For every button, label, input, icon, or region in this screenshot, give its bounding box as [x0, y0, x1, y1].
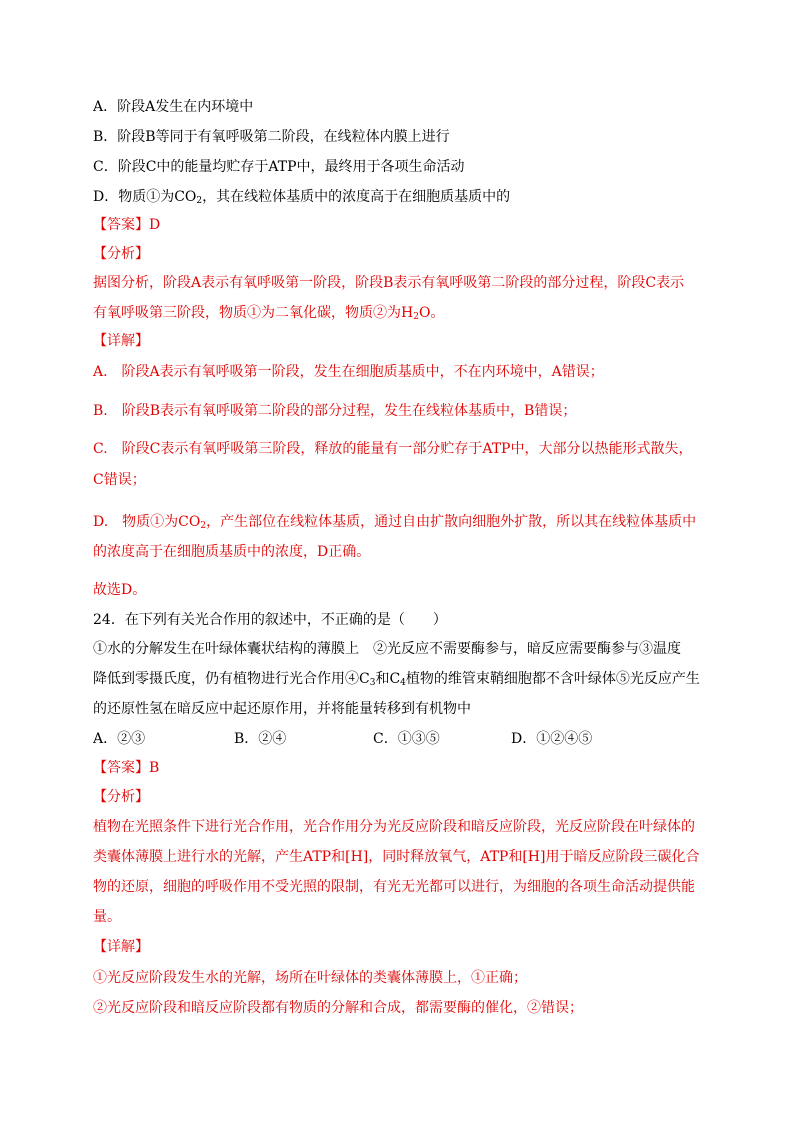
q24-analysis-line: 量。 [93, 909, 121, 925]
q24-detail-heading: 【详解】 [93, 939, 149, 955]
q24-option-c: C．①③⑤ [373, 731, 440, 747]
q24-option-a: A．②③ [93, 731, 146, 747]
q24-analysis-line: 植物在光照条件下进行光合作用，光合作用分为光反应阶段和暗反应阶段，光反应阶段在叶绿体的 [93, 819, 695, 835]
q23-detail-c: C. 阶段C表示有氧呼吸第三阶段，释放的能量有一部分贮存于ATP中，大部分以热能形式散失， [93, 441, 693, 457]
q24-stem-line: ①水的分解发生在叶绿体囊状结构的薄膜上 ②光反应不需要酶参与，暗反应需要酶参与③温度 [93, 641, 681, 657]
q23-analysis-line: 有氧呼吸第三阶段，物质①为二氧化碳，物质②为$H_2O$。 [93, 305, 445, 322]
q23-option-c: C．阶段C中的能量均贮存于ATP中，最终用于各项生命活动 [93, 159, 465, 175]
q23-analysis-line: 据图分析，阶段A表示有氧呼吸第一阶段，阶段B表示有氧呼吸第二阶段的部分过程，阶段C表示 [93, 275, 685, 291]
q23-option-d: D．物质①为$CO_2$，其在线粒体基质中的浓度高于在细胞质基质中的 [93, 189, 511, 206]
q23-detail-heading: 【详解】 [93, 333, 149, 349]
q24-answer: 【答案】B [93, 760, 160, 776]
q23-detail-b: B. 阶段B表示有氧呼吸第二阶段的部分过程，发生在线粒体基质中，B错误； [93, 403, 577, 419]
q24-detail-line: ②光反应阶段和暗反应阶段都有物质的分解和合成，都需要酶的催化，②错误； [93, 1000, 583, 1016]
q23-option-b: B．阶段B等同于有氧呼吸第二阶段，在线粒体内膜上进行 [93, 129, 450, 145]
q24-stem-line: 的还原性氢在暗反应中起还原作用，并将能量转移到有机物中 [93, 701, 471, 717]
q23-conclusion: 故选D。 [93, 582, 147, 598]
q24-option-d: D．①②④⑤ [511, 731, 593, 747]
q24-stem: 24．在下列有关光合作用的叙述中，不正确的是（ ） [93, 612, 447, 628]
q23-detail-a: A. 阶段A表示有氧呼吸第一阶段，发生在细胞质基质中，不在内环境中，A错误； [93, 364, 604, 380]
q23-answer: 【答案】D [93, 217, 161, 233]
q24-analysis-heading: 【分析】 [93, 789, 149, 805]
q23-detail-d-cont: 的浓度高于在细胞质基质中的浓度，D正确。 [93, 544, 371, 560]
q24-analysis-line: 类囊体薄膜上进行水的光解，产生ATP和[H]，同时释放氧气，ATP和[H]用于暗反应阶段三碳化合 [93, 849, 700, 865]
q23-option-a: A．阶段A发生在内环境中 [93, 99, 254, 115]
q24-detail-line: ①光反应阶段发生水的光解，场所在叶绿体的类囊体薄膜上，①正确； [93, 970, 527, 986]
q24-stem-line: 降低到零摄氏度，仍有植物进行光合作用$④C_3$和$C_4$植物的维管束鞘细胞都不含叶绿体⑤光反应产生 [93, 671, 700, 688]
q23-detail-d: D. 物质①为$CO_2$，产生部位在线粒体基质，通过自由扩散向细胞外扩散，所以其在线粒体基质中 [93, 514, 697, 531]
q23-analysis-heading: 【分析】 [93, 246, 149, 262]
q24-analysis-line: 物的还原，细胞的呼吸作用不受光照的限制，有光无光都可以进行，为细胞的各项生命活动提供能 [93, 879, 695, 895]
q24-option-b: B．②④ [234, 731, 287, 747]
q23-detail-c-cont: C错误； [93, 472, 146, 488]
